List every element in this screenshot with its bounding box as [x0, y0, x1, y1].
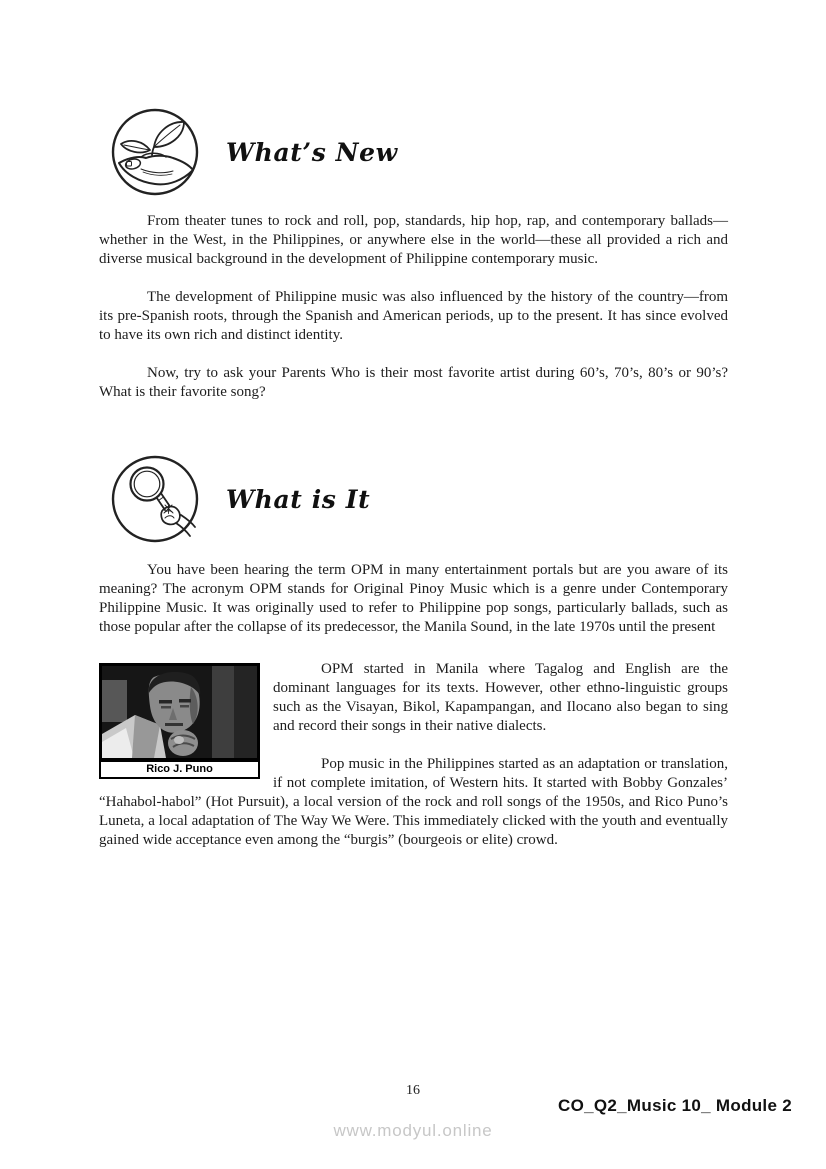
- whats-new-header: [110, 106, 398, 198]
- paragraph-opm-meaning: You have been hearing the term OPM in many entertainment portals but are you aware of its meaning? The acronym OPM stands for Original Pinoy Music which is a genre under Contemporary Philippine Music. It was originally used to refer to Philippine pop songs, particularly ballads, such as those popular after the collapse of its predecessor, the Manila Sound, in the late 1970s until the present: [99, 562, 728, 635]
- page-number: 16: [406, 1083, 420, 1098]
- paragraph-ask-parents: Now, try to ask your Parents Who is their most favorite artist during 60’s, 70’s, 80’s or 90’s? What is their favorite song?: [99, 365, 728, 400]
- module-code: CO_Q2_Music 10_ Module 2: [558, 1096, 792, 1115]
- paragraph-theater-tunes: From theater tunes to rock and roll, pop, standards, hip hop, rap, and contemporary ballads—whether in the West, in the Philippines, or anywhere else in the world—these all provided a rich and diverse musical background in the development of Philippine contemporary music.: [99, 213, 728, 267]
- what-is-it-header: [110, 453, 370, 545]
- what-is-it-intro: [99, 561, 728, 637]
- watermark: www.modyul.online: [333, 1121, 493, 1140]
- photo-caption: Rico J. Puno: [99, 761, 260, 779]
- section-title-whats-new: What’s New: [226, 137, 398, 167]
- paragraph-pop-adaptation: Pop music in the Philippines started as an adaptation or translation, if not complete imitation, of Western hits. It started with Bobby Gonzales’ “Hahabol-habol” (Hot Pursuit), a local version of the rock and roll songs of the 1950s, and Rico Puno’s Luneta, a local adaptation of The Way We Were. This immediately clicked with the youth and eventually gained wide acceptance even among the “burgis” (bourgeois or elite) crowd.: [99, 756, 728, 848]
- what-is-it-body: [99, 660, 728, 850]
- rico-puno-photo: [99, 663, 260, 761]
- section-title-what-is-it: What is It: [226, 484, 371, 514]
- paragraph-development: The development of Philippine music was also influenced by the history of the country—from its pre-Spanish roots, through the Spanish and American periods, up to the present. It has since evolved to have its own rich and distinct identity.: [99, 289, 728, 343]
- whats-new-body: [99, 212, 728, 402]
- seedling-in-hand-icon: [110, 106, 200, 198]
- magnifying-glass-hand-icon: [110, 453, 200, 545]
- rico-puno-figure: [99, 663, 260, 779]
- paragraph-opm-manila: OPM started in Manila where Tagalog and English are the dominant languages for its texts. However, other ethno-linguistic groups such as the Visayan, Bikol, Kapampangan, and Ilocano also began to sing and record their songs in their native dialects.: [273, 661, 728, 734]
